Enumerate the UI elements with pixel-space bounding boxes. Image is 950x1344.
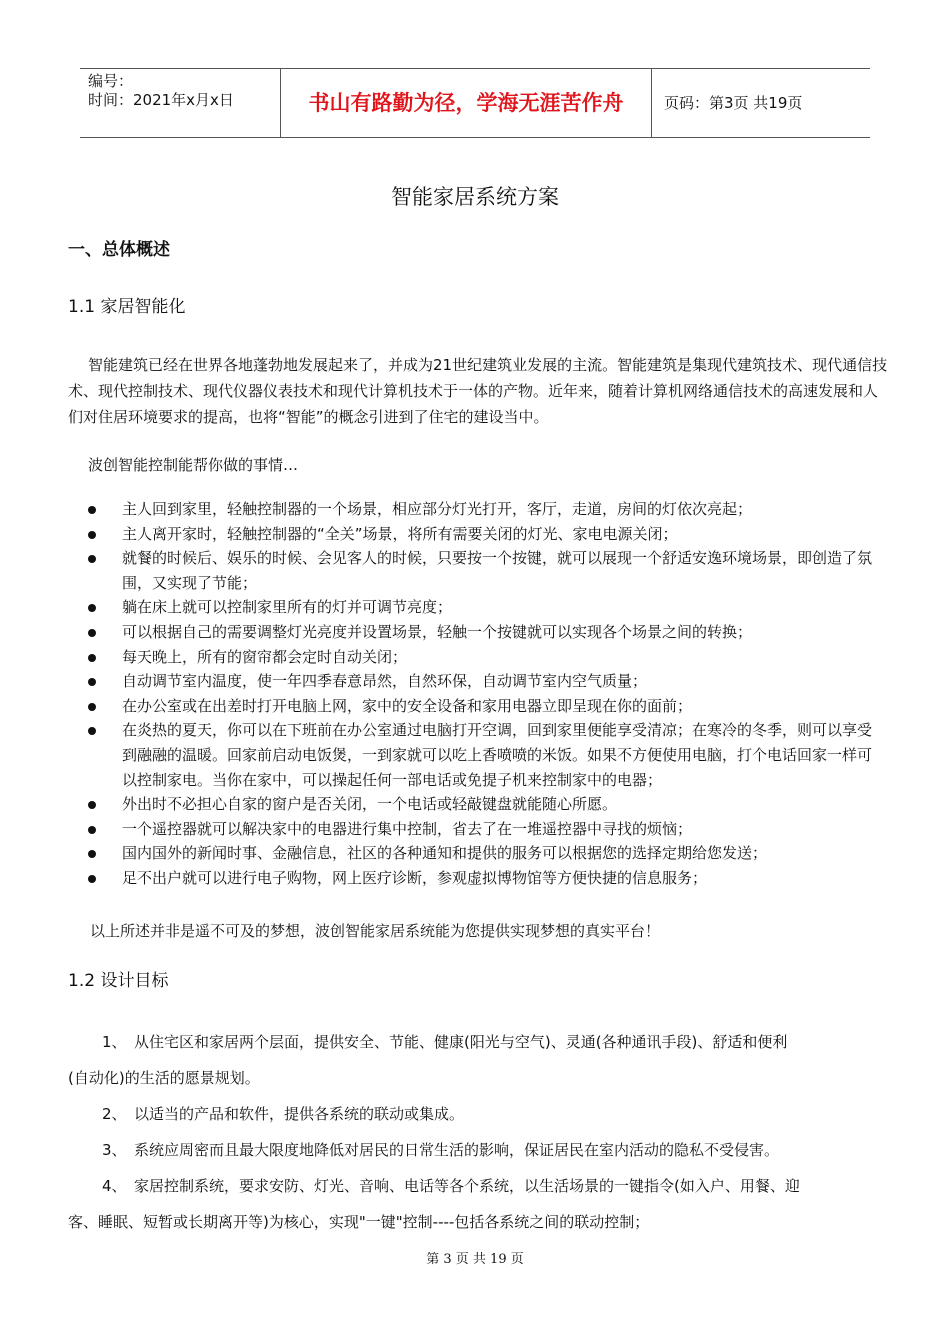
header-motto: 书山有路勤为径，学海无涯苦作舟 [280,69,652,137]
goal-item-3 [68,1132,890,1168]
bullet-item [86,595,886,620]
bullet-text: 在办公室或在出差时打开电脑上网，家中的安全设备和家用电器立即呈现在你的面前； [122,696,693,715]
number-label: 编号： [88,72,134,90]
bullet-dot-icon [88,629,96,637]
bullet-item [86,694,886,719]
section-heading-1: 一、总体概述 [68,240,170,260]
section-heading-1-1: 1.1 家居智能化 [68,297,186,317]
bullet-item [86,718,886,792]
goal-text-cont: (自动化)的生活的愿景规划。 [68,1069,260,1087]
bullet-dot-icon [88,801,96,809]
bullet-dot-icon [88,555,96,563]
bullet-item [86,522,886,547]
bullet-item [86,497,886,522]
bullet-text: 躺在床上就可以控制家里所有的灯并可调节亮度； [122,598,453,617]
header-left-cell [80,69,280,137]
goal-text: 以适当的产品和软件，提供各系统的联动或集成。 [134,1105,465,1123]
intro-paragraph: 智能建筑已经在世界各地蓬勃地发展起来了，并成为21世纪建筑业发展的主流。智能建筑是集现代建筑技术、现代通信技术、现代控制技术、现代仪器仪表技术和现代计算机技术于一体的产物。近年来，随着计算机网络通信技术的高速发展和人们对住居环境要求的提高，也将“智能”的概念引进到了住宅的建设当中。 [68,356,888,426]
bullet-dot-icon [88,850,96,858]
bullet-item [86,817,886,842]
bullet-text: 主人离开家时，轻触控制器的“全关”场景，将所有需要关闭的灯光、家电电源关闭； [122,524,678,543]
bullet-item [86,620,886,645]
document-title: 智能家居系统方案 [391,185,559,209]
bullet-text: 国内国外的新闻时事、金融信息，社区的各种通知和提供的服务可以根据您的选择定期给您发送； [122,844,768,863]
bullet-item [86,645,886,670]
goal-item-4 [68,1168,890,1204]
header-page-info: 页码：第3页 共19页 [664,94,803,112]
goal-text: 系统应周密而且最大限度地降低对居民的日常生活的影响，保证居民在室内活动的隐私不受侵害。 [134,1141,780,1159]
goal-text: 家居控制系统，要求安防、灯光、音响、电话等各个系统，以生活场景的一键指令(如入户、用餐、迎 [134,1177,800,1195]
goal-number: 3、 [102,1141,127,1159]
bullet-item [86,669,886,694]
bullet-item [86,792,886,817]
bullet-text: 自动调节室内温度，使一年四季春意昂然，自然环保，自动调节室内空气质量； [122,672,648,691]
bullet-item [86,841,886,866]
page-header [80,68,870,138]
bullet-dot-icon [88,531,96,539]
bullet-text: 主人回到家里，轻触控制器的一个场景，相应部分灯光打开，客厅，走道，房间的灯依次亮起； [122,500,753,518]
bullet-dot-icon [88,604,96,612]
bullet-dot-icon [88,678,96,686]
bullet-text: 可以根据自己的需要调整灯光亮度并设置场景，轻触一个按键就可以实现各个场景之间的转换； [122,622,753,641]
feature-bullet-list [86,497,886,891]
bullet-text: 就餐的时候后、娱乐的时候、会见客人的时候，只要按一个按键，就可以展现一个舒适安逸环境场景，即创造了氛围，又实现了节能； [122,549,873,592]
lead-in-text: 波创智能控制能帮你做的事情… [88,456,299,474]
goal-item-1 [68,1024,890,1060]
page-footer: 第 3 页 共 19 页 [426,1252,524,1267]
bullet-text: 外出时不必担心自家的窗户是否关闭，一个电话或轻敲键盘就能随心所愿。 [122,795,618,814]
bullet-dot-icon [88,875,96,883]
goal-number: 4、 [102,1177,127,1195]
goal-number: 2、 [102,1105,127,1123]
closing-paragraph: 以上所述并非是遥不可及的梦想，波创智能家居系统能为您提供实现梦想的真实平台！ [90,922,661,940]
bullet-text: 每天晚上，所有的窗帘都会定时自动关闭； [122,647,408,666]
bullet-item [86,866,886,891]
bullet-dot-icon [88,654,96,662]
goal-item-2 [68,1096,890,1132]
goal-item-4-continued [68,1204,890,1240]
bullet-text: 足不出户就可以进行电子购物，网上医疗诊断，参观虚拟博物馆等方便快捷的信息服务； [122,868,708,887]
bullet-dot-icon [88,826,96,834]
bullet-dot-icon [88,727,96,735]
section-heading-1-2: 1.2 设计目标 [68,971,169,991]
bullet-text: 在炎热的夏天，你可以在下班前在办公室通过电脑打开空调，回到家里便能享受清凉；在寒冷的冬季，则可以享受到融融的温暖。回家前启动电饭煲，一到家就可以吃上香喷喷的米饭。如果不方便使用电脑，打个电话回家一样可以控制家电。当你在家中，可以操起任何一部电话或免提子机来控制家中的电器； [122,721,873,789]
goal-number: 1、 [102,1033,127,1051]
goal-text-cont: 客、睡眠、短暂或长期离开等)为核心，实现"一键"控制----包括各系统之间的联动控制； [68,1213,650,1231]
time-label: 时间：2021年x月x日 [88,91,234,109]
bullet-dot-icon [88,703,96,711]
bullet-text: 一个遥控器就可以解决家中的电器进行集中控制，省去了在一堆遥控器中寻找的烦恼； [122,819,693,838]
goal-item-1-continued [68,1060,890,1096]
bullet-dot-icon [88,506,96,514]
bullet-item [86,546,886,595]
goal-text: 从住宅区和家居两个层面，提供安全、节能、健康(阳光与空气)、灵通(各种通讯手段)、舒适和便利 [134,1033,788,1051]
